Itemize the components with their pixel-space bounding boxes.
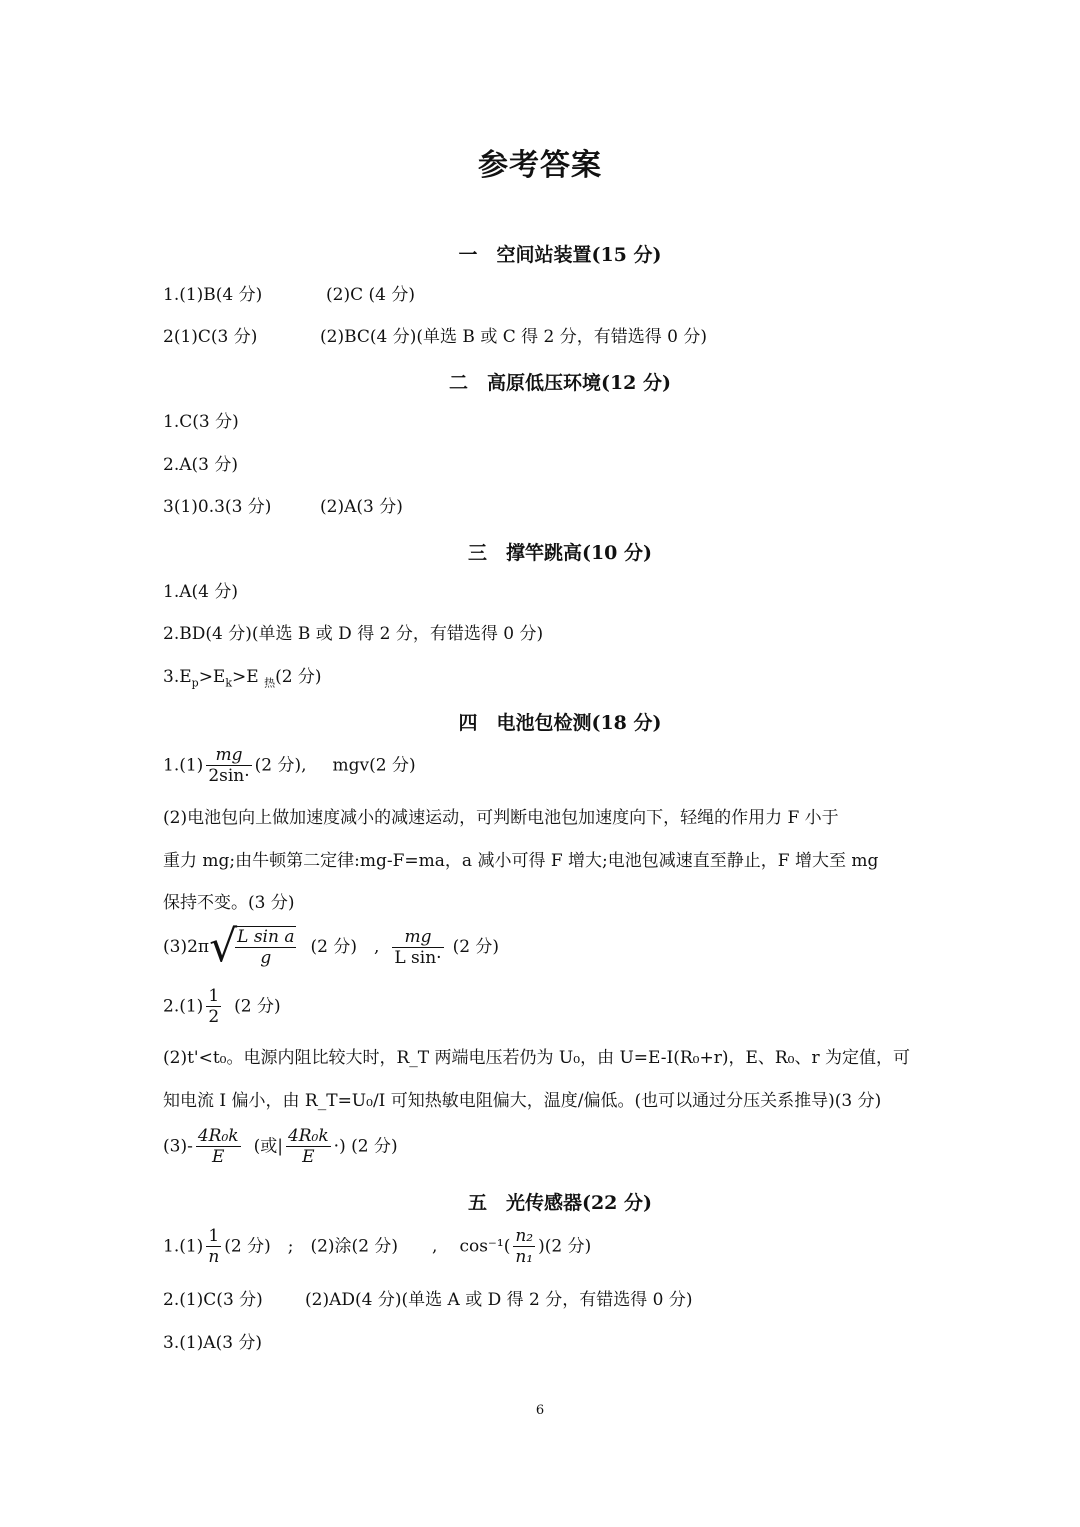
- section-3-heading: 三 撑竿跳高(10 分): [467, 542, 653, 564]
- section-4-heading: 四 电池包检测(18 分): [458, 712, 662, 734]
- s4-q1-2-line1: (2)电池包向上做加速度减小的减速运动，可判断电池包加速度向下，轻绳的作用力 F 小于: [163, 808, 839, 828]
- s1-line2a: 2(1)C(3 分): [163, 327, 258, 347]
- page-number: 6: [535, 1403, 545, 1418]
- sqrt-expression: √ $\frac{\text{L sin a}}{g}$: [209, 921, 295, 972]
- s5-q3: 3.(1)A(3 分): [163, 1333, 263, 1353]
- s5-q1: 1.(1) $\frac{1}{n}$ (2 分) ; (2)涂(2 分) , cos⁻¹( $\frac{\text{n₂}}{\text{n₁}}$ )(2 分): [163, 1226, 592, 1267]
- s2-line1: 1.C(3 分): [163, 412, 239, 432]
- s2-line3b: (2)A(3 分): [320, 497, 403, 517]
- s4-q2-2-line2: 知电流 I 偏小，由 R_T=U₀/I 可知热敏电阻偏大，温度/偏低。(也可以通过分压关系推导)(3 分): [163, 1091, 882, 1111]
- s2-line2: 2.A(3 分): [163, 455, 238, 475]
- s4-q2-3: (3)- $\frac{\text{4R₀k}}{E}$ (或| $\frac{\text{4R₀k}}{E}$ ·) (2 分): [163, 1126, 398, 1167]
- s4-q1-1: 1.(1) $\frac{mg}{2\sin\cdot}$ (2 分), mgv(2 分): [163, 745, 416, 786]
- s5-q2a: 2.(1)C(3 分): [163, 1290, 263, 1310]
- section-2-heading: 二 高原低压环境(12 分): [448, 372, 672, 394]
- s4-q2-1: 2.(1) $\frac{1}{2}$ (2 分): [163, 986, 281, 1027]
- s1-line2b: (2)BC(4 分)(单选 B 或 C 得 2 分，有错选得 0 分): [320, 327, 708, 347]
- s2-line3a: 3(1)0.3(3 分): [163, 497, 272, 517]
- s4-q1-2-line2: 重力 mg;由牛顿第二定律:mg-F=ma，a 减小可得 F 增大;电池包减速直至静止，F 增大至 mg: [163, 851, 879, 871]
- s1-line1a: 1.(1)B(4 分): [163, 285, 263, 305]
- section-5-heading: 五 光传感器(22 分): [467, 1192, 653, 1214]
- s4-q1-3: (3)2π√ $\frac{\text{L sin a}}{g}$ (2 分) , $\frac{mg}{\text{L sin·}}$ (2 分): [163, 921, 500, 972]
- page-title: 参考答案: [478, 148, 602, 183]
- section-1-heading: 一 空间站装置(15 分): [458, 244, 662, 266]
- s4-q2-2-line1: (2)t'<t₀。电源内阻比较大时，R_T 两端电压若仍为 U₀，由 U=E-I(R₀+r)，E、R₀、r 为定值，可: [163, 1048, 911, 1068]
- s1-line1b: (2)C (4 分): [326, 285, 415, 305]
- s5-q2b: (2)AD(4 分)(单选 A 或 D 得 2 分，有错选得 0 分): [305, 1290, 693, 1310]
- s4-q1-2-line3: 保持不变。(3 分): [163, 893, 295, 913]
- s3-line3: $3.E_p>E_k>E$ $_热$(2 分): [163, 667, 322, 690]
- s3-line2: 2.BD(4 分)(单选 B 或 D 得 2 分，有错选得 0 分): [163, 624, 544, 644]
- s3-line1: 1.A(4 分): [163, 582, 238, 602]
